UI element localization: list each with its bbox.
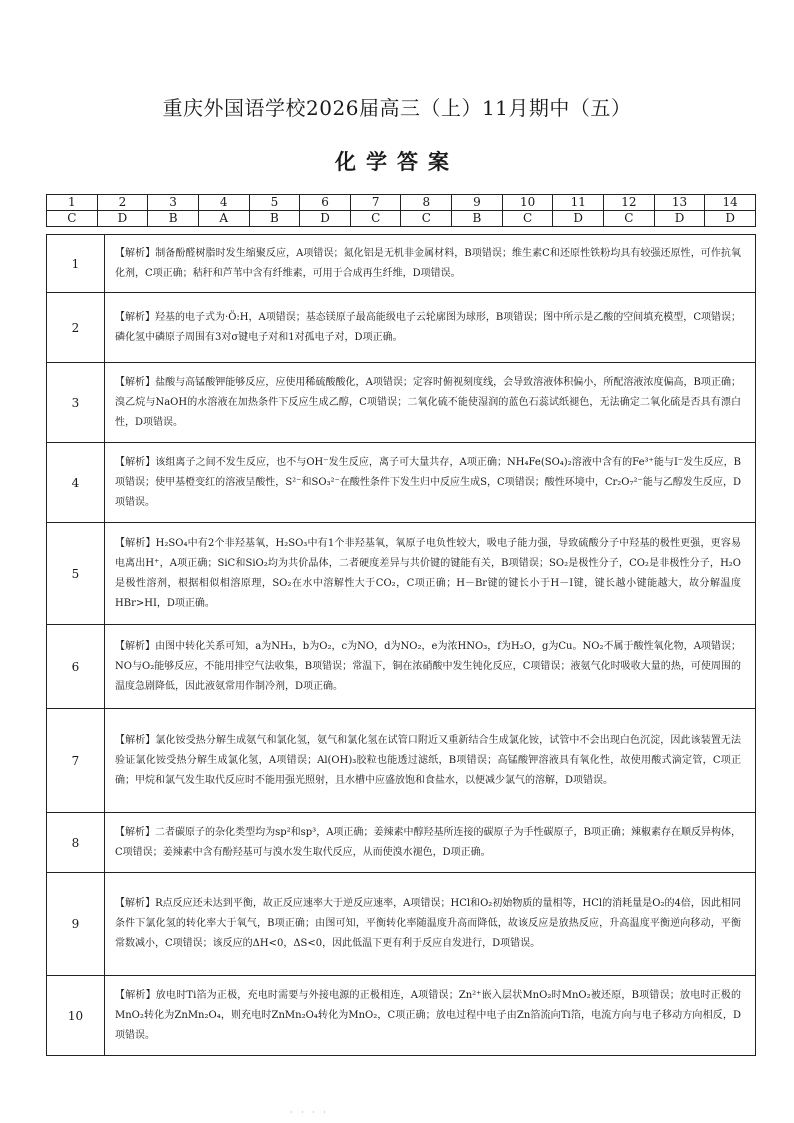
answer-letter: D <box>553 211 604 227</box>
answer-number: 5 <box>249 195 300 211</box>
answer-number: 8 <box>401 195 452 211</box>
answer-number: 14 <box>705 195 756 211</box>
scan-artifact: · · · · <box>290 1108 329 1117</box>
explanation-text: 【解析】盐酸与高锰酸钾能够反应，应使用稀硫酸酸化，A项错误；定容时俯视刻度线，会导致溶液体积偏小，所配溶液浓度偏高，B项正确；溴乙烷与NaOH的水溶液在加热条件下反应生成乙醇，C项错误；二氧化硫不能使湿润的蓝色石蕊试纸褪色，无法确定二氧化硫是否具有漂白性，D项错误。 <box>105 363 756 443</box>
explanation-text: 【解析】放电时Ti箔为正极，充电时需要与外接电源的正极相连，A项错误；Zn²⁺嵌入层状MnO₂时MnO₂被还原，B项错误；放电时正极的MnO₂转化为ZnMn₂O₄，则充电时ZnMn₂O₄转化为MnO₂，C项正确；放电过程中电子由Zn箔流向Ti箔，电流方向与电子移动方向相反，D项错误。 <box>105 976 756 1056</box>
answer-number: 13 <box>654 195 705 211</box>
answer-letter: C <box>350 211 401 227</box>
answer-number: 4 <box>198 195 249 211</box>
question-number: 3 <box>47 363 105 443</box>
answer-number: 12 <box>604 195 655 211</box>
answer-number: 9 <box>452 195 503 211</box>
explanation-text: 【解析】该组离子之间不发生反应，也不与OH⁻发生反应，离子可大量共存，A项正确；NH₄Fe(SO₄)₂溶液中含有的Fe³⁺能与I⁻发生反应，B项错误；使甲基橙变红的溶液呈酸性，S²⁻和SO₃²⁻在酸性条件下发生归中反应生成S，C项错误；酸性环境中，Cr₂O₇²⁻能与乙醇发生反应，D项错误。 <box>105 443 756 523</box>
explanation-text: 【解析】H₂SO₄中有2个非羟基氧，H₂SO₃中有1个非羟基氧，氧原子电负性较大，吸电子能力强，导致硫酸分子中羟基的极性更强，更容易电离出H⁺，A项正确；SiC和SiO₂均为共价晶体，二者硬度差异与共价键的键能有关，B项错误；SO₂是极性分子，CO₂是非极性分子，H₂O是极性溶剂，根据相似相溶原理，SO₂在水中溶解性大于CO₂，C项正确；H－Br键的键长小于H－I键，键长越小键能越大，故分解温度HBr>HI，D项正确。 <box>105 523 756 625</box>
answer-letter: D <box>705 211 756 227</box>
explanation-text: 【解析】R点反应还未达到平衡，故正反应速率大于逆反应速率，A项错误；HCl和O₂初始物质的量相等，HCl的消耗量是O₂的4倍，因此相同条件下氯化氢的转化率大于氧气，B项正确；由图可知，平衡转化率随温度升高而降低，故该反应是放热反应，升高温度平衡逆向移动，平衡常数减小，C项错误；该反应的ΔH<0，ΔS<0，因此低温下更有利于反应自发进行，D项错误。 <box>105 873 756 976</box>
question-number: 10 <box>47 976 105 1056</box>
question-number: 1 <box>47 235 105 293</box>
answer-letter: D <box>654 211 705 227</box>
answer-number: 7 <box>350 195 401 211</box>
answer-letter: A <box>198 211 249 227</box>
answer-letter: B <box>249 211 300 227</box>
explanation-row <box>47 873 756 976</box>
answer-number: 11 <box>553 195 604 211</box>
answer-letter: D <box>97 211 148 227</box>
answer-table <box>46 194 756 227</box>
question-number: 2 <box>47 293 105 363</box>
explanation-text: 【解析】制备酚醛树脂时发生缩聚反应，A项错误；氮化铝是无机非金属材料，B项错误；维生素C和还原性铁粉均具有较强还原性，可作抗氧化剂，C项正确；秸秆和芦苇中含有纤维素，可用于合成再生纤维，D项错误。 <box>105 235 756 293</box>
page-subtitle: 化学答案 <box>335 149 459 174</box>
explanation-row <box>47 443 756 523</box>
explanation-text: 【解析】氯化铵受热分解生成氨气和氯化氢，氨气和氯化氢在试管口附近又重新结合生成氯化铵，试管中不会出现白色沉淀，因此该装置无法验证氯化铵受热分解生成氯化氢，A项错误；Al(OH)₃胶粒也能透过滤纸，B项错误；高锰酸钾溶液具有氧化性，故使用酸式滴定管，C项正确；甲烷和氯气发生取代反应时不能用强光照射，且水槽中应盛放饱和食盐水，以便减少氯气的溶解，D项错误。 <box>105 709 756 813</box>
answer-letter: D <box>300 211 351 227</box>
answer-number: 2 <box>97 195 148 211</box>
question-number: 5 <box>47 523 105 625</box>
question-number: 8 <box>47 813 105 873</box>
answer-key-row <box>47 211 756 227</box>
answer-letter: B <box>452 211 503 227</box>
answer-number: 10 <box>502 195 553 211</box>
question-number: 4 <box>47 443 105 523</box>
answer-number: 3 <box>148 195 199 211</box>
explanation-row <box>47 976 756 1056</box>
explanation-row <box>47 709 756 813</box>
explanation-row <box>47 625 756 709</box>
page-title: 重庆外国语学校2026届高三（上）11月期中（五） <box>162 96 632 120</box>
answer-letter: C <box>47 211 98 227</box>
answer-number-row <box>47 195 756 211</box>
answer-letter: C <box>502 211 553 227</box>
explanation-text: 【解析】由图中转化关系可知，a为NH₃，b为O₂，c为NO，d为NO₂，e为浓HNO₃，f为H₂O，g为Cu。NO₂不属于酸性氧化物，A项错误；NO与O₂能够反应，不能用排空气法收集，B项错误；常温下，铜在浓硝酸中发生钝化反应，C项错误；液氨气化时吸收大量的热，可使周围的温度急剧降低，因此液氨常用作制冷剂，D项正确。 <box>105 625 756 709</box>
answer-letter: B <box>148 211 199 227</box>
explanation-row <box>47 293 756 363</box>
answer-letter: C <box>604 211 655 227</box>
explanation-table <box>46 234 756 1056</box>
answer-number: 6 <box>300 195 351 211</box>
explanation-row <box>47 235 756 293</box>
explanation-row <box>47 363 756 443</box>
question-number: 7 <box>47 709 105 813</box>
answer-number: 1 <box>47 195 98 211</box>
answer-letter: C <box>401 211 452 227</box>
explanation-text: 【解析】羟基的电子式为·Ö:H，A项错误；基态镁原子最高能级电子云轮廓图为球形，B项错误；图中所示是乙酸的空间填充模型，C项错误；磷化氢中磷原子周围有3对σ键电子对和1对孤电子对，D项正确。 <box>105 293 756 363</box>
explanation-text: 【解析】二者碳原子的杂化类型均为sp²和sp³，A项正确；姜辣素中醇羟基所连接的碳原子为手性碳原子，B项正确；辣椒素存在顺反异构体，C项错误；姜辣素中含有酚羟基可与溴水发生取代反应，从而使溴水褪色，D项正确。 <box>105 813 756 873</box>
question-number: 9 <box>47 873 105 976</box>
explanation-row <box>47 523 756 625</box>
explanation-row <box>47 813 756 873</box>
question-number: 6 <box>47 625 105 709</box>
